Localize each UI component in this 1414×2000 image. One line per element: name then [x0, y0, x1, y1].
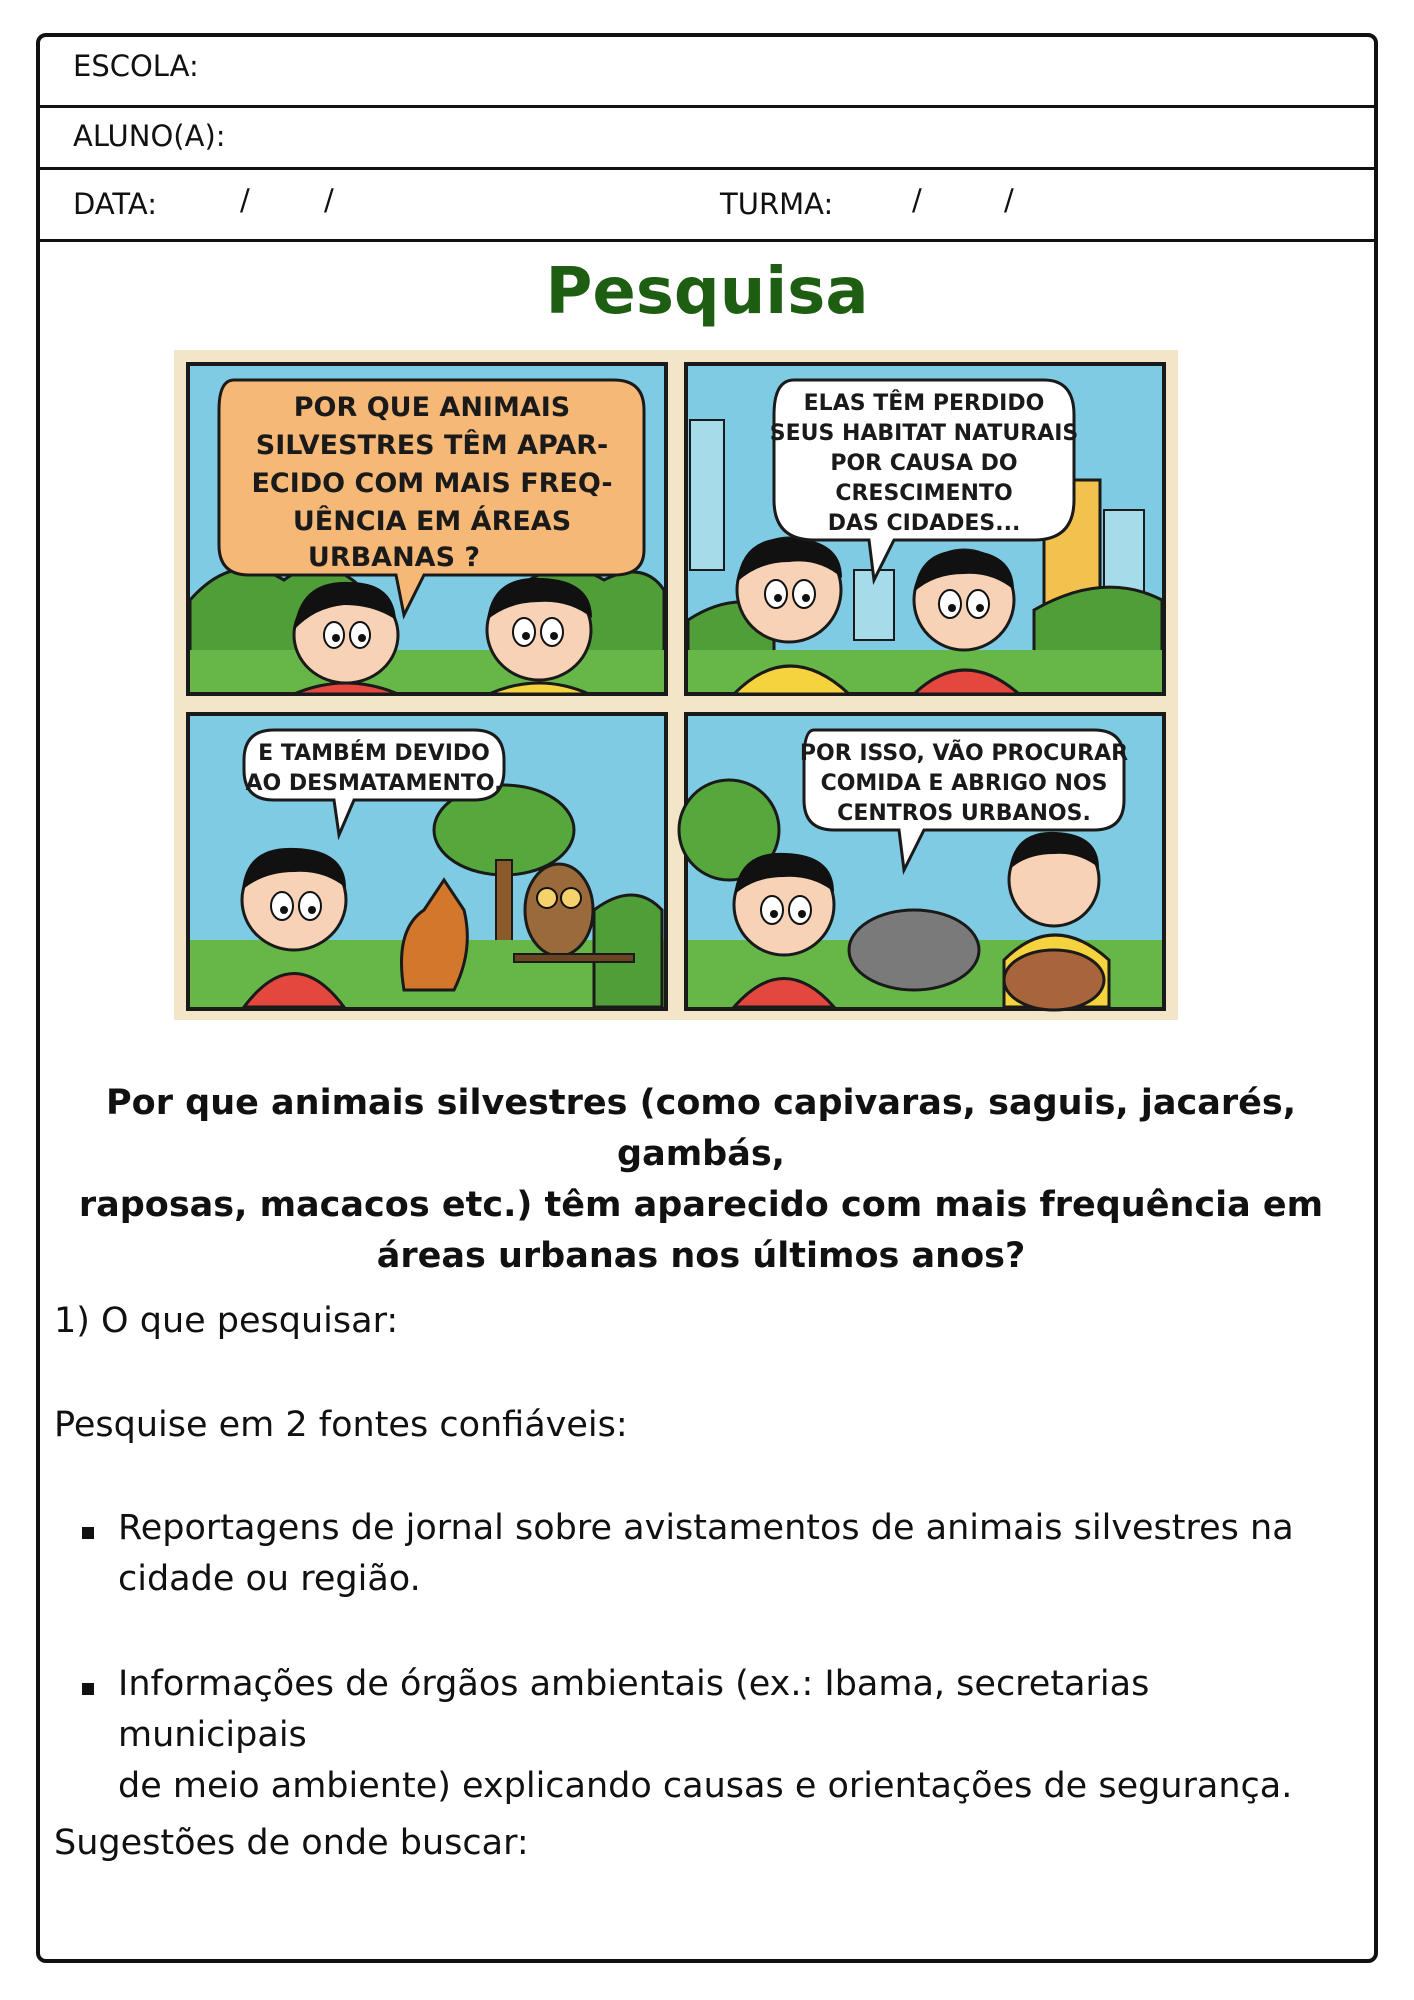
bullet-1-line-1: Reportagens de jornal sobre avistamentos de animais silvestres na — [118, 1508, 1294, 1548]
panel4-speech-line-2: COMIDA E ABRIGO NOS — [820, 771, 1108, 796]
panel3-speech-line-1: E TAMBÉM DEVIDO — [258, 741, 490, 766]
bullet-square-icon — [82, 1683, 94, 1695]
suggestions-heading: Sugestões de onde buscar: — [54, 1823, 529, 1863]
section-heading: 1) O que pesquisar: — [54, 1301, 399, 1341]
question-line-2: raposas, macacos etc.) têm aparecido com mais frequência em — [78, 1185, 1324, 1225]
question-line-1: Por que animais silvestres (como capivaras, saguis, jacarés, gambás, — [106, 1083, 1296, 1174]
bullet-2-line-2: de meio ambiente) explicando causas e orientações de segurança. — [118, 1766, 1293, 1806]
panel1-speech-line-5: URBANAS ? — [307, 542, 481, 573]
panel4-speech-line-3: CENTROS URBANOS. — [837, 801, 1091, 826]
instruction-text: Pesquise em 2 fontes confiáveis: — [54, 1405, 628, 1445]
bullet-square-icon — [82, 1527, 94, 1539]
page-title: Pesquisa — [545, 255, 869, 329]
panel4-speech-line-1: POR ISSO, VÃO PROCURAR — [799, 741, 1129, 766]
date-label: DATA: — [73, 187, 157, 221]
date-slash-1: / — [240, 183, 250, 217]
panel2-speech-line-3: POR CAUSA DO — [830, 451, 1018, 476]
student-label: ALUNO(A): — [73, 119, 226, 153]
school-label: ESCOLA: — [73, 49, 199, 83]
bullet-1-line-2: cidade ou região. — [118, 1559, 421, 1599]
panel1-speech-line-2: SILVESTRES TÊM APAR- — [255, 430, 609, 461]
panel1-speech-line-1: POR QUE ANIMAIS — [293, 392, 571, 423]
panel3-speech-line-2: AO DESMATAMENTO. — [245, 771, 503, 796]
question-line-3: áreas urbanas nos últimos anos? — [376, 1236, 1026, 1276]
panel1-speech-line-4: UÊNCIA EM ÁREAS — [292, 506, 572, 537]
panel2-speech-line-5: DAS CIDADES... — [827, 511, 1021, 536]
panel2-speech-line-4: CRESCIMENTO — [835, 481, 1013, 506]
list-item — [82, 1659, 1322, 1812]
class-slash-2: / — [1004, 183, 1014, 217]
date-slash-2: / — [324, 183, 334, 217]
list-item — [82, 1503, 1322, 1605]
class-label: TURMA: — [720, 187, 834, 221]
panel2-speech-line-2: SEUS HABITAT NATURAIS — [769, 421, 1079, 446]
bullet-2-line-1: Informações de órgãos ambientais (ex.: Ibama, secretarias municipais — [118, 1664, 1150, 1755]
body-content — [36, 0, 1378, 2000]
panel2-speech-line-1: ELAS TÊM PERDIDO — [803, 391, 1045, 416]
class-slash-1: / — [912, 183, 922, 217]
panel1-speech-line-3: ECIDO COM MAIS FREQ- — [251, 468, 613, 499]
